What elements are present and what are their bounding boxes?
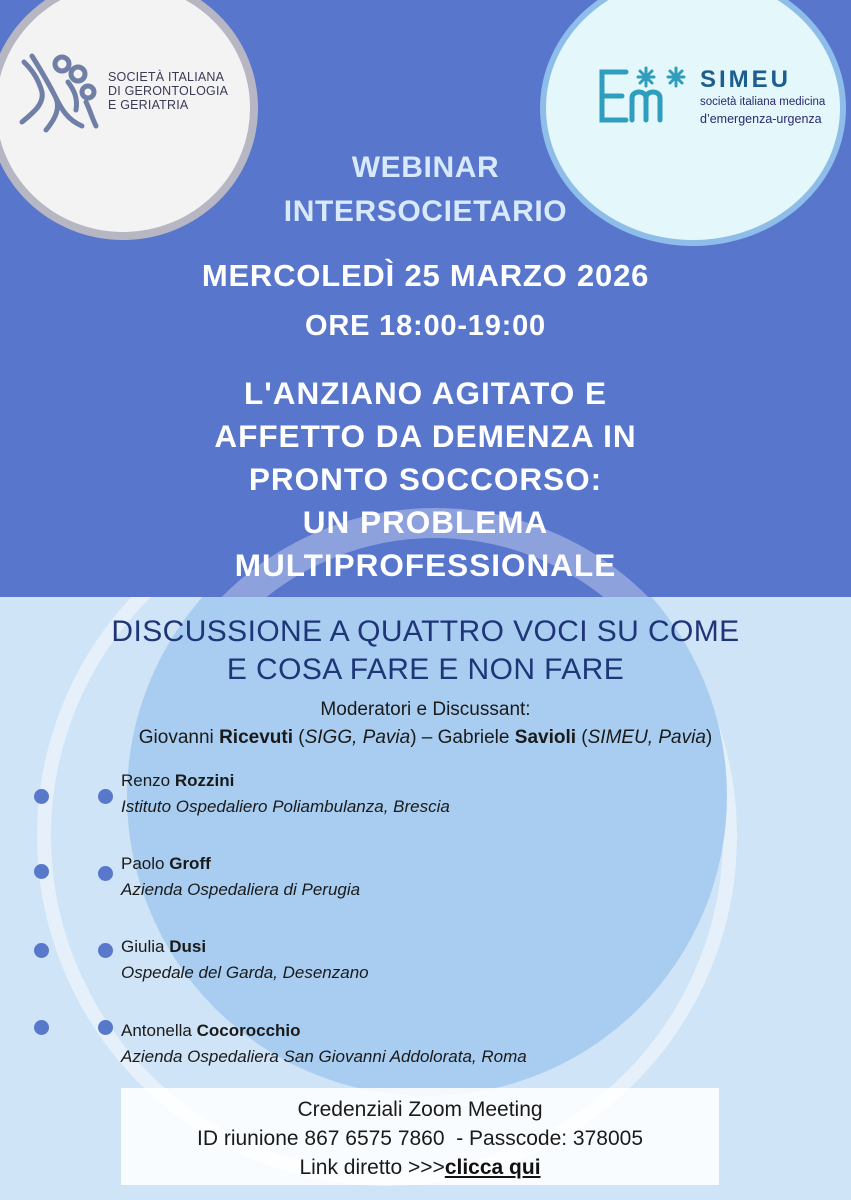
- speaker-last-name: Rozzini: [174, 771, 235, 790]
- title-line: L'ANZIANO AGITATO E: [243, 375, 608, 411]
- zoom-link-prefix: Link diretto >>>: [299, 1156, 445, 1179]
- simeu-logo-name: SIMEU: [700, 66, 792, 93]
- bullet-dot: [34, 943, 49, 958]
- sigg-text-line: SOCIETÀ ITALIANA: [108, 70, 225, 84]
- moderators-label: Moderatori e Discussant:: [320, 699, 531, 720]
- event-type: [0, 146, 851, 234]
- header-panel: [0, 0, 851, 597]
- speaker-last-name: Groff: [169, 854, 211, 873]
- speaker-first-name: Renzo: [121, 771, 171, 790]
- speaker-institution: Istituto Ospedaliero Poliambulanza, Brescia: [121, 797, 450, 816]
- zoom-link-line: [121, 1153, 719, 1182]
- moderator-affiliation: SIGG, Pavia: [304, 727, 411, 748]
- zoom-credentials-box: [121, 1088, 719, 1185]
- event-time: ORE 18:00-19:00: [305, 310, 546, 342]
- speaker-item: [121, 1018, 527, 1070]
- bullet-dot: [98, 866, 113, 881]
- moderator-first-name: Gabriele: [437, 727, 510, 748]
- bullet-dot: [98, 943, 113, 958]
- moderator-last-name: Ricevuti: [219, 727, 293, 748]
- speaker-first-name: Giulia: [121, 937, 165, 956]
- bullet-dot: [34, 864, 49, 879]
- sigg-logo-text: [108, 70, 248, 112]
- sigg-text-line: E GERIATRIA: [108, 98, 189, 112]
- speaker-first-name: Antonella: [121, 1021, 192, 1040]
- event-date: MERCOLEDÌ 25 MARZO 2026: [201, 258, 650, 293]
- simeu-logo-subtitle-2: d’emergenza-urgenza: [700, 112, 822, 126]
- speaker-item: [121, 768, 450, 820]
- sigg-text-line: DI GERONTOLOGIA: [108, 84, 229, 98]
- speaker-institution: Azienda Ospedaliera San Giovanni Addolorata, Roma: [121, 1047, 527, 1066]
- speaker-institution: Azienda Ospedaliera di Perugia: [121, 880, 361, 899]
- title-line: PRONTO SOCCORSO:: [248, 461, 603, 497]
- speaker-institution: Ospedale del Garda, Desenzano: [121, 963, 369, 982]
- zoom-join-link[interactable]: clicca qui: [444, 1156, 541, 1179]
- event-type-line: WEBINAR: [351, 151, 500, 184]
- sigg-logo-icon: [16, 52, 102, 134]
- bullet-dot: [98, 789, 113, 804]
- zoom-heading: Credenziali Zoom Meeting: [297, 1098, 543, 1121]
- simeu-logo-icon: [596, 64, 692, 128]
- title-line: UN PROBLEMA: [302, 504, 549, 540]
- subtitle-line: DISCUSSIONE A QUATTRO VOCI SU COME: [111, 615, 740, 648]
- title-line: AFFETTO DA DEMENZA IN: [214, 418, 637, 454]
- speaker-last-name: Dusi: [169, 937, 207, 956]
- subtitle-line: E COSA FARE E NON FARE: [226, 653, 625, 686]
- bullet-dot: [34, 789, 49, 804]
- moderator-first-name: Giovanni: [138, 727, 214, 748]
- moderator-last-name: Savioli: [514, 727, 577, 748]
- title-line: MULTIPROFESSIONALE: [234, 547, 617, 583]
- speaker-first-name: Paolo: [121, 854, 165, 873]
- event-title: [0, 372, 851, 587]
- speaker-item: [121, 851, 360, 903]
- moderators-line: Giovanni Ricevuti (SIGG, Pavia) – Gabriele Savioli (SIMEU, Pavia): [138, 727, 713, 748]
- speaker-item: [121, 934, 369, 986]
- bullet-dot: [34, 1020, 49, 1035]
- event-type-line: INTERSOCIETARIO: [283, 195, 568, 228]
- simeu-logo-subtitle: società italiana medicina: [700, 96, 826, 108]
- zoom-meeting-id: ID riunione 867 6575 7860 - Passcode: 378005: [197, 1127, 643, 1150]
- moderator-affiliation: SIMEU, Pavia: [587, 727, 706, 748]
- speaker-last-name: Cocorocchio: [196, 1021, 301, 1040]
- discussion-subtitle: [0, 613, 851, 689]
- bullet-dot: [98, 1020, 113, 1035]
